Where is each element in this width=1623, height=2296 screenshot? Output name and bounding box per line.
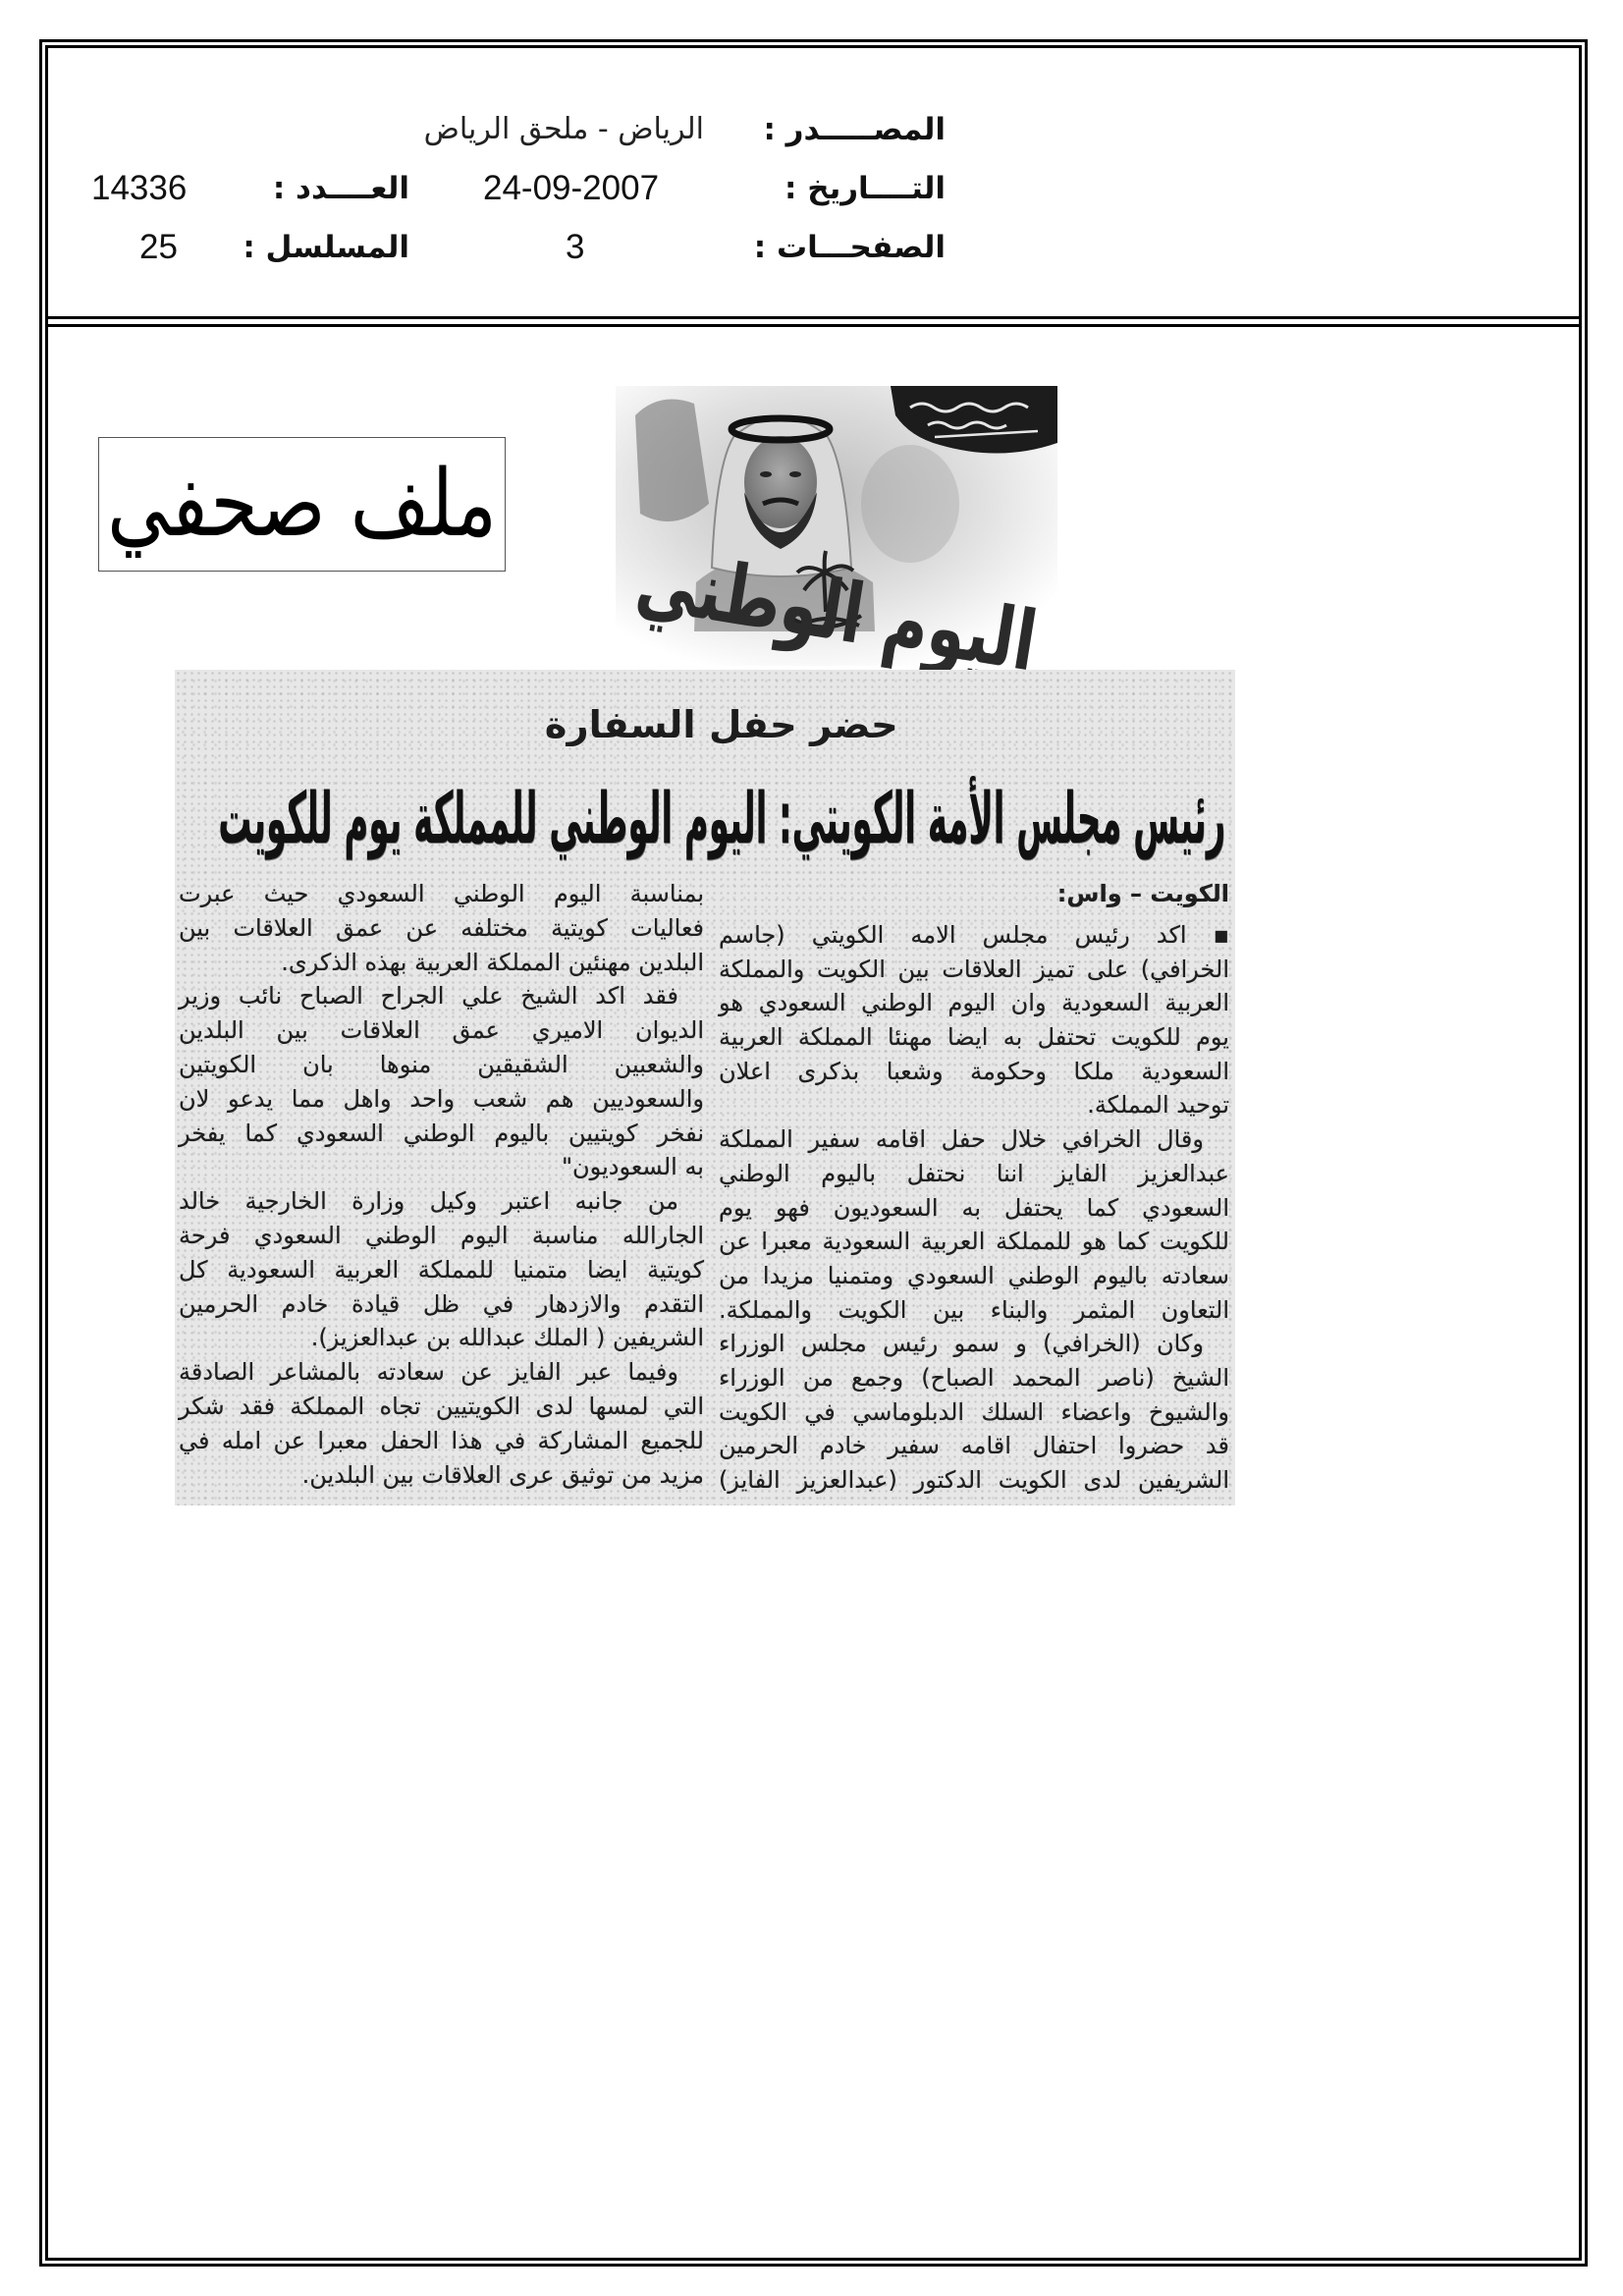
article-line: بمناسبة اليوم الوطني السعودي حيث عبرت bbox=[179, 880, 704, 907]
article-line: فعاليات كويتية مختلفه عن عمق العلاقات بين bbox=[179, 913, 704, 942]
date-label: التــــاريخ : bbox=[784, 171, 946, 206]
pages-label: الصفحـــات : bbox=[753, 230, 946, 265]
article-clipping bbox=[175, 670, 1235, 1505]
article-line: يوم للكويت تحتفل به ايضا مهنئا المملكة العربية bbox=[719, 1023, 1229, 1052]
logo-lettering: اليوم الوطني bbox=[630, 531, 1179, 712]
article-line: قد حضروا احتفال اقامه سفير خادم الحرمين bbox=[719, 1432, 1229, 1460]
article-line: ▪ اكد رئيس مجلس الامه الكويتي (جاسم bbox=[719, 921, 1229, 949]
press-file-box bbox=[98, 437, 506, 572]
article-line: البلدين مهنئين المملكة العربية بهذه الذكرى. bbox=[281, 948, 704, 976]
source-value: الرياض - ملحق الرياض bbox=[423, 112, 704, 146]
article-line: وقال الخرافي خلال حفل اقامه سفير المملكة bbox=[719, 1125, 1204, 1154]
article-line: التقدم والازدهار في ظل قيادة خادم الحرمين bbox=[179, 1289, 704, 1318]
article-line: من جانبه اعتبر وكيل وزارة الخارجية خالد bbox=[179, 1187, 678, 1216]
article-line: سعادته باليوم الوطني السعودي ومتمنيا مزيدا من bbox=[719, 1261, 1229, 1289]
article-headline-box bbox=[218, 776, 1225, 860]
national-day-logo bbox=[616, 386, 1179, 712]
article-headline: رئيس مجلس الأمة الكويتي: اليوم الوطني للمملكة يوم للكويت bbox=[218, 777, 1225, 859]
article-line: نفخر كويتيين باليوم الوطني السعودي كما يفخر bbox=[179, 1119, 704, 1147]
article-line: التي لمسها لدى الكويتيين تجاه المملكة فقد شكر bbox=[179, 1392, 704, 1420]
article-line: التعاون المثمر والبناء بين الكويت والمملكة. bbox=[719, 1295, 1229, 1324]
date-value: 24-09-2007 bbox=[483, 169, 660, 207]
article-line: الشريفين ( الملك عبدالله بن عبدالعزيز). bbox=[310, 1324, 704, 1352]
issue-label: العــــدد : bbox=[272, 171, 409, 206]
article-line: الجارالله مناسبة اليوم الوطني السعودي فرحة bbox=[179, 1221, 704, 1249]
article-line: به السعوديون" bbox=[562, 1153, 704, 1181]
article-line: للكويت كما هو للمملكة العربية السعودية معبرا عن bbox=[719, 1228, 1229, 1256]
article-line: السعودي كما يحتفل به السعوديون فهو يوم bbox=[719, 1193, 1229, 1222]
article-column-right bbox=[719, 918, 1229, 1498]
article-line: والشيوخ واعضاء السلك الدبلوماسي في الكويت bbox=[719, 1397, 1229, 1426]
article-column-left bbox=[179, 877, 704, 1492]
article-line: عبدالعزيز الفايز اننا نحتفل باليوم الوطني bbox=[719, 1159, 1229, 1187]
header-divider bbox=[48, 316, 1579, 327]
article-dateline: الكويت – واس: bbox=[1056, 880, 1229, 907]
article-line: الشريفين لدى الكويت الدكتور (عبدالعزيز الفايز) bbox=[719, 1466, 1229, 1494]
article-kicker: حضر حفل السفارة bbox=[544, 703, 898, 746]
serial-value: 25 bbox=[139, 228, 178, 266]
article-line: والشعبين الشقيقين منوها بان الكويتين bbox=[179, 1050, 704, 1078]
article-line: للجميع المشاركة في هذا الحفل معبرا عن امله في bbox=[179, 1426, 704, 1454]
pages-value: 3 bbox=[566, 228, 585, 266]
article-line: مزيد من توثيق عرى العلاقات بين البلدين. bbox=[301, 1460, 704, 1489]
article-line: فقد اكد الشيخ علي الجراح الصباح نائب وزير bbox=[179, 982, 678, 1011]
article-line: الشيخ (ناصر المحمد الصباح) وجمع من الوزراء bbox=[719, 1363, 1229, 1392]
source-label: المصـــــدر : bbox=[763, 112, 946, 147]
press-file-label: ملف صحفي bbox=[107, 451, 497, 558]
article-line: توحيد المملكة. bbox=[1087, 1091, 1229, 1120]
serial-label: المسلسل : bbox=[243, 230, 409, 265]
article-line: وكان (الخرافي) و سمو رئيس مجلس الوزراء bbox=[719, 1330, 1204, 1358]
article-line: الخرافي) على تميز العلاقات بين الكويت والمملكة bbox=[719, 955, 1229, 983]
issue-value: 14336 bbox=[91, 169, 188, 207]
article-line: وفيما عبر الفايز عن سعادته بالمشاعر الصادقة bbox=[179, 1358, 678, 1387]
article-line: كويتية ايضا متمنيا للمملكة العربية السعودية كل bbox=[179, 1255, 704, 1284]
article-line: السعودية ملكا وحكومة وشعبا بذكرى اعلان bbox=[719, 1057, 1229, 1085]
article-line: والسعوديين هم شعب واحد واهل مما يدعو لان bbox=[179, 1084, 704, 1113]
article-kicker-box bbox=[545, 703, 898, 746]
article-line: العربية السعودية وان اليوم الوطني السعودي هو bbox=[719, 989, 1229, 1017]
article-line: الديوان الاميري عمق العلاقات بين البلدين bbox=[179, 1016, 704, 1045]
